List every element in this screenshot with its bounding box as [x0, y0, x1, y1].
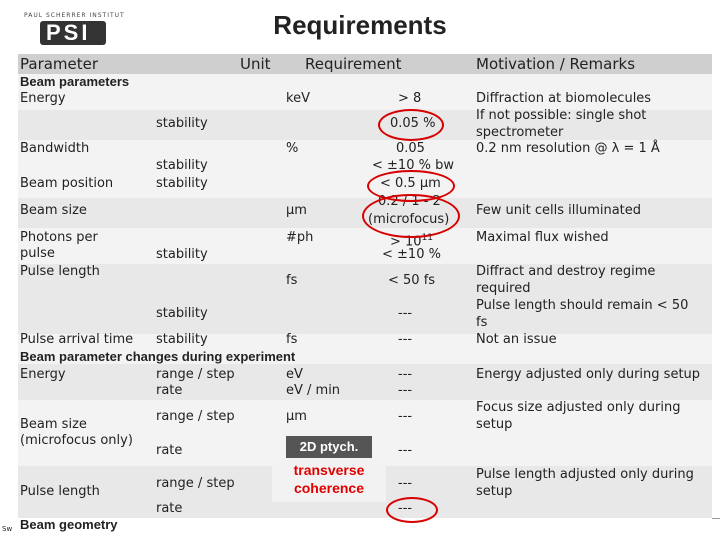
sub-pulselen2-rate: rate [156, 501, 183, 516]
sub-stability-1: stability [156, 116, 208, 131]
unit-beamsize2-range: µm [286, 409, 307, 424]
req-pulselen2-rate: --- [398, 501, 413, 516]
req-photons-base: > 10 [390, 234, 422, 250]
transverse-label-1: transverse [293, 462, 365, 478]
param-photons-1: Photons per [20, 230, 98, 245]
req-energy2-range: --- [398, 367, 413, 382]
header-requirement: Requirement [305, 55, 402, 73]
param-energy-2: Energy [20, 367, 66, 382]
sub-photons-stability: stability [156, 247, 208, 262]
remark-energy-1: Diffraction at biomolecules [476, 91, 652, 106]
highlight-stability-req [378, 109, 444, 141]
remark-beam-size: Few unit cells illuminated [476, 203, 642, 218]
req-bandwidth: 0.05 [396, 141, 425, 156]
remark-energy-3: spectrometer [476, 125, 564, 140]
req-beam-size-2: (microfocus) [368, 212, 450, 227]
sub-arrival: stability [156, 332, 208, 347]
remark-pulse-1: Diffract and destroy regime [476, 264, 656, 279]
req-stability-3: --- [398, 306, 413, 321]
req-energy2-rate: --- [398, 383, 413, 398]
footer-line [712, 518, 720, 519]
unit-pulse-length: fs [286, 273, 298, 288]
param-bandwidth: Bandwidth [20, 141, 90, 156]
remark-energy-4: 0.2 nm resolution @ λ = 1 Å [476, 141, 660, 156]
param-beam-position: Beam position [20, 176, 114, 191]
param-pulse-length: Pulse length [20, 264, 100, 279]
req-photons-stability: < ±10 % [382, 247, 441, 262]
req-photons-exponent: 11 [421, 233, 434, 243]
ptych-tag [286, 436, 372, 458]
sub-stability-2: stability [156, 158, 208, 173]
remark-beamsize2-1: Focus size adjusted only during [476, 400, 681, 415]
unit-beam-size: µm [286, 203, 307, 218]
sub-stability-3: stability [156, 306, 208, 321]
remark-beamsize2-2: setup [476, 417, 513, 432]
highlight-beam-size-req [362, 194, 460, 238]
param-photons-2: pulse [20, 246, 55, 261]
section-beam-geometry: Beam geometry [20, 517, 118, 532]
remark-pulse-5: Not an issue [476, 332, 557, 347]
unit-energy2-rate: eV / min [286, 383, 341, 398]
req-pulse-length: < 50 fs [388, 273, 436, 288]
req-beamsize2-rate: --- [398, 443, 413, 458]
sub-energy2-range: range / step [156, 367, 235, 382]
ptych-tag-label: 2D ptych. [299, 439, 359, 454]
highlight-pulselen-rate-req [386, 497, 438, 523]
req-beamsize2-range: --- [398, 409, 413, 424]
sub-energy2-rate: rate [156, 383, 183, 398]
remark-pulse-2: required [476, 281, 531, 296]
header-unit: Unit [240, 55, 271, 73]
page-title: Requirements [273, 10, 447, 40]
section-changes: Beam parameter changes during experiment [20, 349, 296, 364]
remark-pulselen2-1: Pulse length adjusted only during [476, 467, 694, 482]
sub-beamsize2-rate: rate [156, 443, 183, 458]
req-stability-1: 0.05 % [390, 116, 436, 131]
param-beam-size-2b: (microfocus only) [20, 433, 133, 448]
remark-pulselen2-2: setup [476, 484, 513, 499]
req-beam-position: < 0.5 µm [380, 176, 441, 191]
remark-pulse-4: fs [476, 315, 488, 330]
logo-top-text: PAUL SCHERRER INSTITUT [24, 12, 125, 19]
sub-beam-position: stability [156, 176, 208, 191]
transverse-coherence-tag [272, 458, 386, 502]
req-arrival: --- [398, 332, 413, 347]
section-beam-parameters: Beam parameters [20, 74, 130, 89]
remark-photons: Maximal flux wished [476, 230, 609, 245]
logo-mark-text: PSI [46, 20, 91, 45]
param-energy: Energy [20, 91, 66, 106]
unit-photons: #ph [286, 230, 314, 245]
header-parameter: Parameter [20, 55, 99, 73]
remark-energy2: Energy adjusted only during setup [476, 367, 701, 382]
remark-pulse-3: Pulse length should remain < 50 [476, 298, 689, 313]
remark-energy-2: If not possible: single shot [476, 108, 647, 123]
sub-beamsize2-range: range / step [156, 409, 235, 424]
unit-energy: keV [286, 91, 310, 106]
req-pulselen2-range: --- [398, 476, 413, 491]
transverse-label-2: coherence [293, 480, 365, 496]
header-motivation: Motivation / Remarks [476, 55, 636, 73]
req-energy: > 8 [398, 91, 422, 106]
param-arrival-time: Pulse arrival time [20, 332, 134, 347]
param-beam-size-2a: Beam size [20, 417, 87, 432]
unit-arrival: fs [286, 332, 298, 347]
sub-pulselen2-range: range / step [156, 476, 235, 491]
param-pulse-length-2: Pulse length [20, 484, 100, 499]
unit-bandwidth: % [286, 141, 299, 156]
req-stability-2: < ±10 % bw [372, 158, 454, 173]
unit-energy2-range: eV [286, 367, 303, 382]
footer-overlap-text: Sw [2, 525, 13, 533]
param-beam-size: Beam size [20, 203, 87, 218]
req-beam-size-1: 0.2 / 1 - 2 [378, 194, 441, 209]
